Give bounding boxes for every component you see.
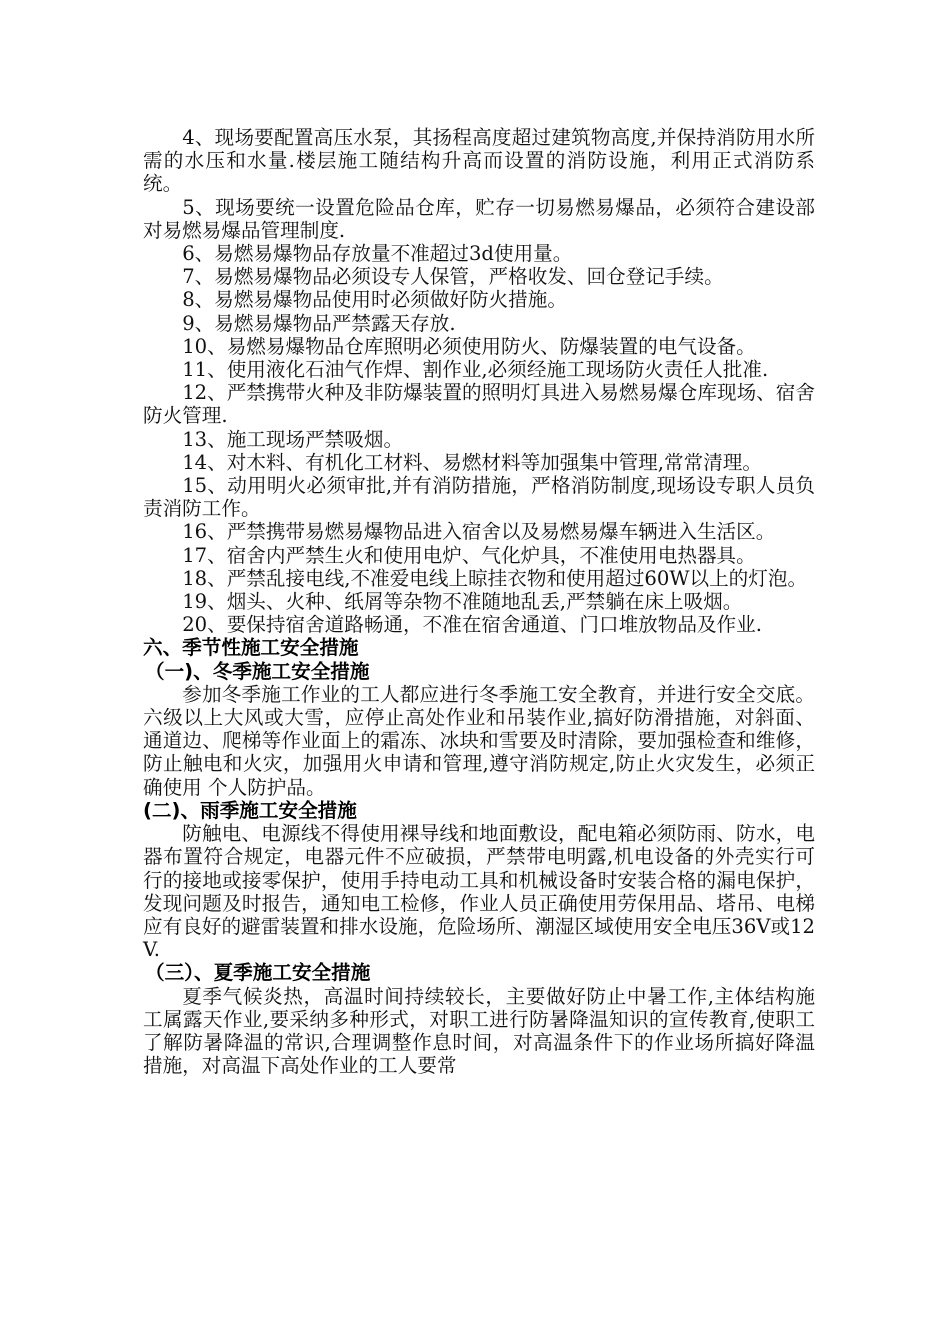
list-item: 13、施工现场严禁吸烟。	[182, 427, 404, 451]
list-item: 5、现场要统一设置危险品仓库，贮存一切易燃易爆品，必须符合建设部对易燃易爆品管理制度.	[143, 195, 815, 242]
winter-heading: （一)、冬季施工安全措施	[145, 659, 370, 683]
list-item: 10、易燃易爆物品仓库照明必须使用防火、防爆装置的电气设备。	[182, 334, 756, 358]
list-item: 15、动用明火必须审批,并有消防措施，严格消防制度,现场设专职人员负责消防工作。	[143, 474, 815, 521]
list-item: 20、要保持宿舍道路畅通，不准在宿舍通道、门口堆放物品及作业.	[182, 613, 762, 637]
list-item: 4、现场要配置高压水泵，其扬程高度超过建筑物高度,并保持消防用水所需的水压和水量.楼层施工随结构升高而设置的消防设施，利用正式消防系统。	[143, 126, 815, 196]
fire-safety-list	[143, 126, 815, 636]
section-heading: 六、季节性施工安全措施	[143, 636, 359, 660]
rainy-heading: (二)、雨季施工安全措施	[143, 798, 357, 822]
list-item: 11、使用液化石油气作焊、割作业,必须经施工现场防火责任人批准.	[182, 358, 769, 382]
list-item: 9、易燃易爆物品严禁露天存放.	[182, 311, 456, 335]
list-item: 7、易燃易爆物品必须设专人保管，严格收发、回仓登记手续。	[182, 265, 724, 289]
document-page	[143, 126, 815, 1077]
list-item: 16、严禁携带易燃易爆物品进入宿舍以及易燃易爆车辆进入生活区。	[182, 520, 776, 544]
list-item: 17、宿舍内严禁生火和使用电炉、气化炉具，不准使用电热器具。	[182, 543, 756, 567]
list-item: 18、严禁乱接电线,不准爱电线上晾挂衣物和使用超过60W以上的灯泡。	[182, 566, 808, 590]
list-item: 8、易燃易爆物品使用时必须做好防火措施。	[182, 288, 567, 312]
winter-paragraph: 参加冬季施工作业的工人都应进行冬季施工安全教育，并进行安全交底。六级以上大风或大雪，应停止高处作业和吊装作业,搞好防滑措施，对斜面、通道边、爬梯等作业面上的霜冻、冰块和雪要及时清除，要加强检查和维修，防止触电和火灾，加强用火申请和管理,遵守消防规定,防止火灾发生，必须正确使用 个人防护品。	[143, 682, 815, 799]
summer-heading: （三）、夏季施工安全措施	[145, 961, 371, 985]
summer-paragraph: 夏季气候炎热，高温时间持续较长，主要做好防止中暑工作,主体结构施工属露天作业,要采纳多种形式，对职工进行防暑降温知识的宣传教育,使职工了解防暑降温的常识,合理调整作息时间，对高温条件下的作业场所搞好降温措施，对高温下高处作业的工人要常	[143, 984, 815, 1078]
rainy-paragraph: 防触电、电源线不得使用裸导线和地面敷设，配电箱必须防雨、防水，电器布置符合规定，电器元件不应破损，严禁带电明露,机电设备的外壳实行可行的接地或接零保护，使用手持电动工具和机械设备时安装合格的漏电保护，发现问题及时报告，通知电工检修，作业人员正确使用劳保用品、塔吊、电梯应有良好的避雷装置和排水设施，危险场所、潮湿区域使用安全电压36V或12V.	[143, 822, 815, 962]
list-item: 19、烟头、火种、纸屑等杂物不准随地乱丢,严禁躺在床上吸烟。	[182, 590, 743, 614]
list-item: 14、对木料、有机化工材料、易燃材料等加强集中管理,常常清理。	[182, 450, 762, 474]
list-item: 12、严禁携带火种及非防爆装置的照明灯具进入易燃易爆仓库现场、宿舍防火管理.	[143, 381, 815, 428]
list-item: 6、易燃易爆物品存放量不准超过3d使用量。	[182, 242, 573, 266]
